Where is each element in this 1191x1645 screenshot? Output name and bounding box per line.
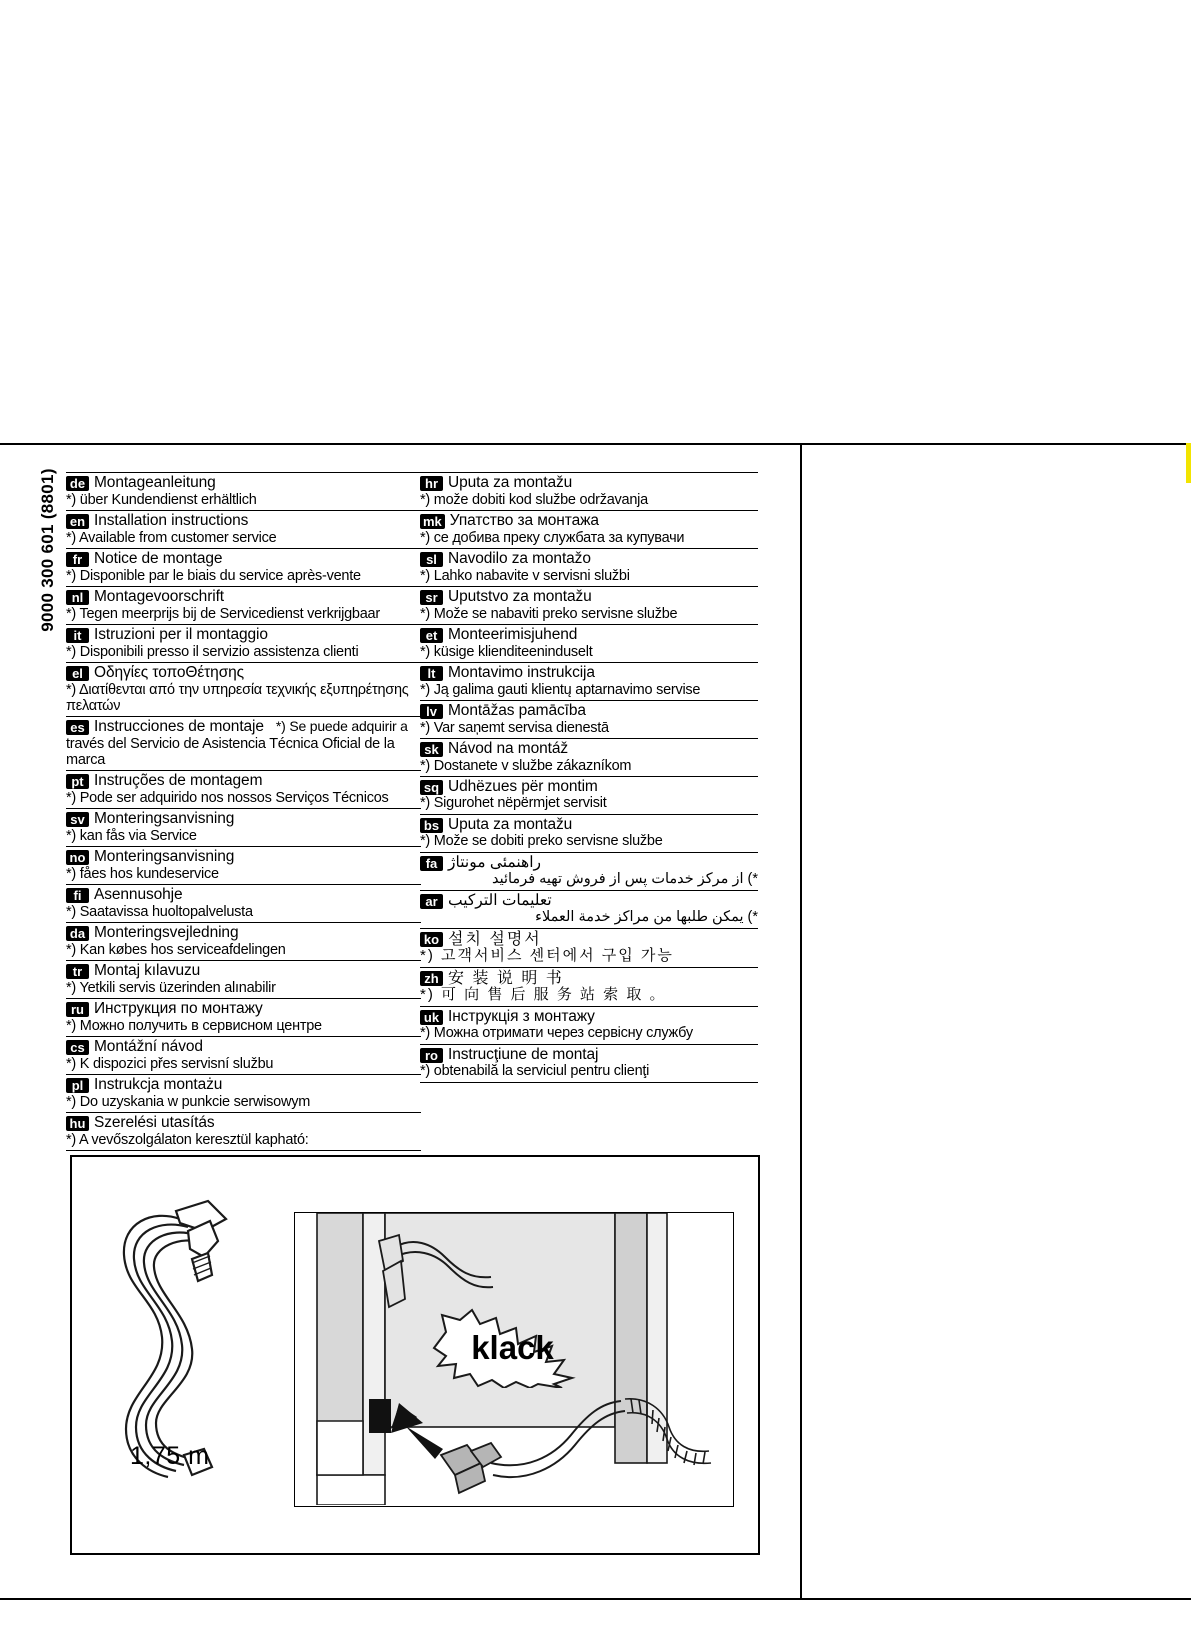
- language-note: *) Može se nabaviti preko servisne službe: [420, 605, 678, 622]
- language-code-badge: de: [66, 476, 89, 491]
- language-code-badge: hr: [420, 476, 443, 491]
- language-entry-it: [66, 624, 421, 662]
- language-entry-uk: [420, 1006, 758, 1044]
- language-entry-hu: [66, 1112, 421, 1151]
- page-edge-accent: [1186, 443, 1191, 483]
- language-code-badge: it: [66, 628, 89, 643]
- language-title: راهنمئی مونتاژ: [448, 853, 542, 871]
- language-code-badge: es: [66, 720, 89, 735]
- language-title: Szerelési utasítás: [94, 1113, 215, 1131]
- language-code-badge: pl: [66, 1078, 89, 1093]
- language-entry-ar: [420, 890, 758, 928]
- language-code-badge: ko: [420, 932, 443, 947]
- language-code-badge: sq: [420, 780, 443, 795]
- language-code-badge: el: [66, 666, 89, 681]
- language-code-badge: ro: [420, 1048, 443, 1063]
- language-note: *) Sigurohet nëpërmjet servisit: [420, 795, 607, 812]
- language-note: *) Disponibili presso il servizio assistenza clienti: [66, 643, 359, 660]
- language-title: Monteringsvejledning: [94, 924, 239, 942]
- language-title: Navodilo za montažo: [448, 549, 591, 567]
- language-title: Упатство за монтажа: [449, 511, 599, 529]
- language-entry-es: [66, 716, 421, 770]
- language-code-badge: tr: [66, 964, 89, 979]
- language-code-badge: et: [420, 628, 443, 643]
- language-entry-ko: [420, 928, 758, 967]
- power-cable-illustration: [92, 1197, 292, 1527]
- language-note: *) A vevőszolgálaton keresztül kapható:: [66, 1131, 309, 1148]
- language-entry-el: [66, 662, 421, 716]
- language-note: *) Var saņemt servisa dienestā: [420, 719, 609, 736]
- language-title: Monteringsanvisning: [94, 848, 235, 866]
- language-note: *) Pode ser adquirido nos nossos Serviços Técnicos: [66, 789, 389, 806]
- language-note: *) Do uzyskania w punkcie serwisowym: [66, 1093, 311, 1110]
- language-entry-fr: [66, 548, 421, 586]
- language-entry-fa: [420, 852, 758, 890]
- language-entry-mk: [420, 510, 758, 548]
- installation-scene: [294, 1212, 734, 1507]
- language-note: *) über Kundendienst erhältlich: [66, 491, 257, 508]
- language-note: *) Dostanete v službe zákazníkom: [420, 757, 632, 774]
- language-title: Monteringsanvisning: [94, 810, 235, 828]
- klack-label: klack: [471, 1329, 554, 1366]
- language-note: *) Можно получить в сервисном центре: [66, 1017, 322, 1034]
- language-title: Montaj kılavuzu: [94, 962, 201, 980]
- language-entry-lt: [420, 662, 758, 700]
- language-title: Installation instructions: [94, 511, 249, 529]
- language-code-badge: hu: [66, 1116, 89, 1131]
- language-note: *) Yetkili servis üzerinden alınabilir: [66, 979, 276, 996]
- language-entry-ro: [420, 1044, 758, 1083]
- language-note: *) küsige klienditeeninduselt: [420, 643, 593, 660]
- language-title: Montageanleitung: [94, 474, 216, 491]
- language-code-badge: nl: [66, 590, 89, 605]
- language-title: 安 装 说 明 书: [448, 969, 564, 987]
- language-code-badge: lt: [420, 666, 443, 681]
- language-code-badge: bs: [420, 818, 443, 833]
- language-title: 설치 설명서: [448, 930, 542, 948]
- language-note-inline: *) Se puede adquirir a: [275, 718, 408, 735]
- language-note: *) Saatavissa huoltopalvelusta: [66, 903, 253, 920]
- language-title: Notice de montage: [94, 549, 223, 567]
- language-code-badge: ru: [66, 1002, 89, 1017]
- language-title: Uputstvo za montažu: [448, 587, 592, 605]
- language-title: Monteerimisjuhend: [448, 625, 578, 643]
- language-title: Instruções de montagem: [94, 772, 263, 790]
- language-code-badge: fr: [66, 552, 89, 567]
- language-entry-sv: [66, 808, 421, 846]
- language-note: *) Kan købes hos serviceafdelingen: [66, 941, 286, 958]
- language-title: Asennusohje: [94, 886, 183, 904]
- language-entry-pl: [66, 1074, 421, 1112]
- language-code-badge: fa: [420, 856, 443, 871]
- language-note: *) Može se dobiti preko servisne službe: [420, 833, 663, 850]
- language-code-badge: sl: [420, 552, 443, 567]
- language-entry-sk: [420, 738, 758, 776]
- language-title: Instrucciones de montaje: [94, 718, 264, 736]
- language-note: través del Servicio de Asistencia Técnica Oficial de la marca: [66, 735, 395, 769]
- language-entry-de: [66, 472, 421, 510]
- language-code-badge: mk: [420, 514, 445, 529]
- language-entry-no: [66, 846, 421, 884]
- document-number: 9000 300 601 (8801): [38, 468, 57, 632]
- language-entry-et: [420, 624, 758, 662]
- language-note: *) K dispozici přes servisní službu: [66, 1055, 274, 1072]
- language-code-badge: en: [66, 514, 89, 529]
- language-title: Οδηγίες τοποΘέτησης: [94, 663, 245, 681]
- language-entry-ru: [66, 998, 421, 1036]
- language-code-badge: cs: [66, 1040, 89, 1055]
- language-note: *) Tegen meerprijs bij de Servicedienst verkrijgbaar: [66, 605, 380, 622]
- language-entry-sr: [420, 586, 758, 624]
- language-code-badge: pt: [66, 774, 89, 789]
- language-code-badge: no: [66, 850, 89, 865]
- language-title: Uputa za montažu: [448, 815, 573, 833]
- language-note: *) 고객서비스 센터에서 구입 가능: [420, 946, 674, 964]
- language-entry-cs: [66, 1036, 421, 1074]
- language-title: Montagevoorschrift: [94, 587, 225, 605]
- language-title: Udhëzues për montim: [448, 777, 598, 795]
- language-code-badge: zh: [420, 971, 443, 986]
- language-entry-sl: [420, 548, 758, 586]
- language-code-badge: fi: [66, 888, 89, 903]
- language-note: *) kan fås via Service: [66, 827, 197, 844]
- language-note: *) Disponible par le biais du service après-vente: [66, 567, 361, 584]
- language-title: Инструкция по монтажу: [94, 1000, 263, 1018]
- language-title: Istruzioni per il montaggio: [94, 625, 268, 643]
- language-entry-hr: [420, 472, 758, 510]
- language-note: *) 可 向 售 后 服 务 站 索 取 。: [420, 985, 667, 1003]
- language-note: *) يمكن طلبها من مراكز خدمة العملاء: [535, 909, 758, 926]
- language-note: *) može dobiti kod službe održavanja: [420, 491, 648, 508]
- language-title: Montāžas pamācība: [448, 701, 586, 719]
- language-entry-tr: [66, 960, 421, 998]
- page-vertical-divider: [800, 443, 802, 1600]
- language-note: *) fåes hos kundeservice: [66, 865, 219, 882]
- language-code-badge: uk: [420, 1010, 443, 1025]
- language-code-badge: da: [66, 926, 89, 941]
- language-entry-da: [66, 922, 421, 960]
- klack-callout: [430, 1308, 595, 1388]
- language-entry-lv: [420, 700, 758, 738]
- language-code-badge: lv: [420, 704, 443, 719]
- language-note: *) Можна отримати через сервісну службу: [420, 1025, 693, 1042]
- language-entry-bs: [420, 814, 758, 852]
- language-title: Uputa za montažu: [448, 474, 573, 491]
- language-code-badge: sv: [66, 812, 89, 827]
- language-code-badge: sr: [420, 590, 443, 605]
- language-title: تعليمات التركيب: [448, 891, 552, 909]
- illustration-panel: [70, 1155, 760, 1555]
- language-note: *) се добива преку службата за купувачи: [420, 529, 685, 546]
- language-title: Instrukcja montażu: [94, 1076, 223, 1093]
- language-entry-pt: [66, 770, 421, 808]
- language-list-right: [420, 472, 758, 1083]
- language-note: *) Lahko nabavite v servisni službi: [420, 567, 630, 584]
- language-note: *) Available from customer service: [66, 529, 277, 546]
- language-entry-en: [66, 510, 421, 548]
- language-code-badge: ar: [420, 894, 443, 909]
- language-title: Інструкція з монтажу: [448, 1007, 595, 1025]
- language-title: Montážní návod: [94, 1038, 203, 1056]
- language-title: Návod na montáž: [448, 739, 568, 757]
- cable-length-label: 1,75 m: [130, 1442, 210, 1470]
- language-code-badge: sk: [420, 742, 443, 757]
- language-note: *) Ją galima gauti klientų aptarnavimo servise: [420, 681, 701, 698]
- language-entry-nl: [66, 586, 421, 624]
- language-title: Montavimo instrukcija: [448, 663, 595, 681]
- language-title: Instrucţiune de montaj: [448, 1045, 599, 1063]
- language-note: *) obtenabilă la serviciul pentru clienţi: [420, 1063, 650, 1080]
- language-entry-fi: [66, 884, 421, 922]
- language-entry-sq: [420, 776, 758, 814]
- language-note: *) از مرکز خدمات پس از فروش تهیه فرمائید: [491, 871, 758, 888]
- language-list-left: [66, 472, 421, 1151]
- language-entry-zh: [420, 967, 758, 1006]
- language-note: *) Διατίθενται από την υπηρεσία τεχνικής εξυπηρέτησης πελατών: [66, 681, 409, 714]
